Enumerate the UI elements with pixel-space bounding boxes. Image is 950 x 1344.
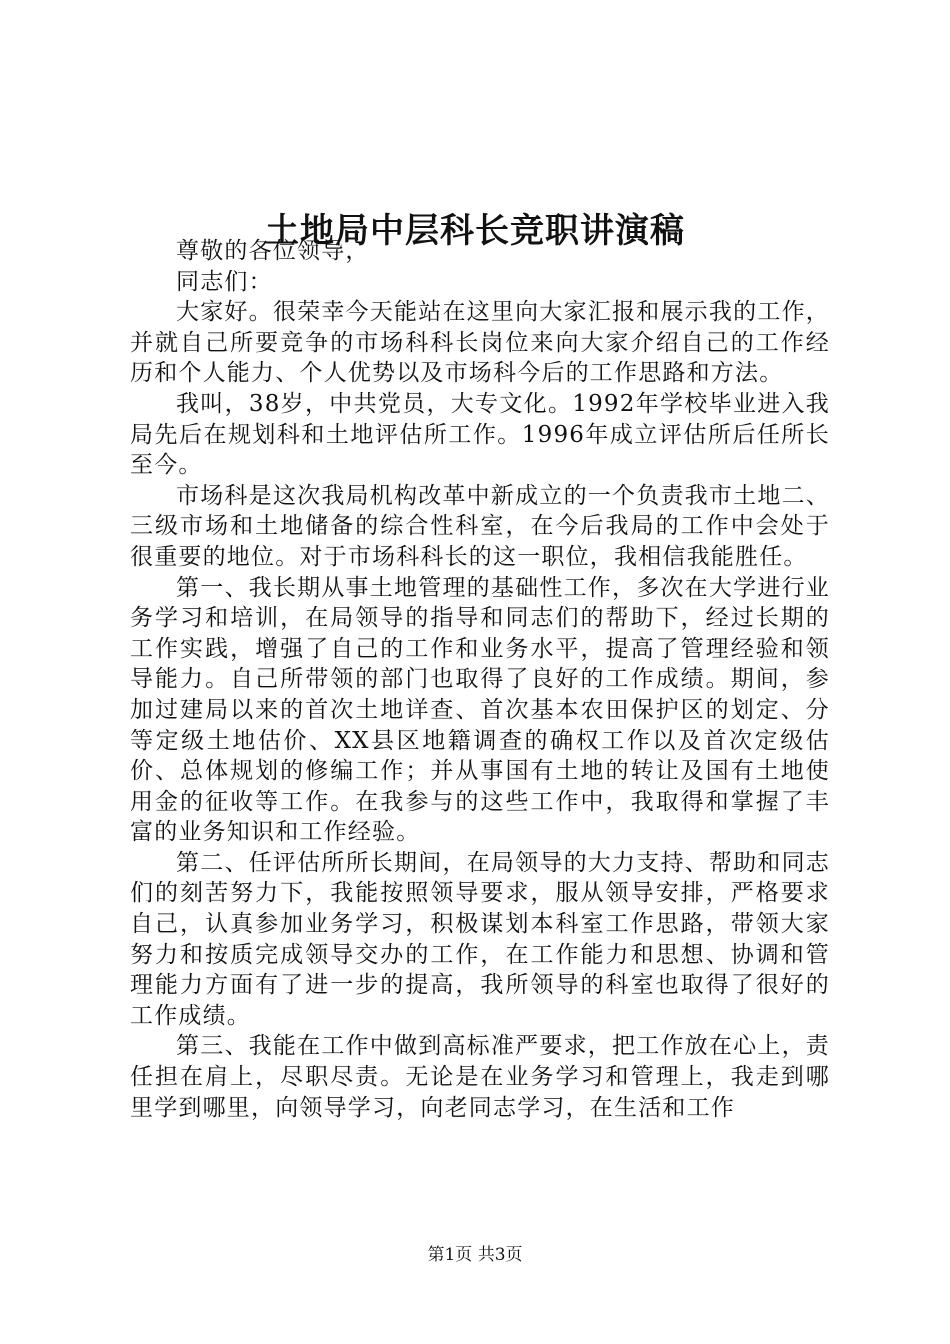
body-paragraph: 市场科是这次我局机构改革中新成立的一个负责我市土地二、三级市场和土地储备的综合性科室，在今后我局的工作中会处于很重要的地位。对于市场科科长的这一职位，我相信我能胜任。 (130, 482, 830, 570)
document-body (130, 236, 830, 1123)
salutation-line: 尊敬的各位领导， (176, 238, 370, 264)
body-paragraph: 大家好。很荣幸今天能站在这里向大家汇报和展示我的工作，并就自己所要竞争的市场科科长岗位来向大家介绍自己的工作经历和个人能力、个人优势以及市场科今后的工作思路和方法。 (130, 299, 830, 387)
salutation-line: 同志们： (176, 268, 273, 295)
document-title: 土地局中层科长竞职讲演稿 (265, 210, 685, 251)
body-paragraph: 第一、我长期从事土地管理的基础性工作，多次在大学进行业务学习和培训，在局领导的指导和同志们的帮助下，经过长期的工作实践，增强了自己的工作和业务水平，提高了管理经验和领导能力。自己所带领的部门也取得了良好的工作成绩。期间，参加过建局以来的首次土地详查、首次基本农田保护区的划定、分等定级土地估价、XX县区地籍调查的确权工作以及首次定级估价、总体规划的修编工作；并从事国有土地的转让及国有土地使用金的征收等工作。在我参与的这些工作中，我取得和掌握了丰富的业务知识和工作经验。 (130, 574, 830, 846)
body-paragraph: 我叫，38岁，中共党员，大专文化。1992年学校毕业进入我局先后在规划科和土地评估所工作。1996年成立评估所后任所长至今。 (130, 390, 830, 479)
body-paragraph: 第二、任评估所所长期间，在局领导的大力支持、帮助和同志们的刻苦努力下，我能按照领导要求，服从领导安排，严格要求自己，认真参加业务学习，积极谋划本科室工作思路，带领大家努力和按质完成领导交办的工作，在工作能力和思想、协调和管理能力方面有了进一步的提高，我所领导的科室也取得了很好的工作成绩。 (130, 849, 830, 1029)
page-number-footer: 第1页 共3页 (427, 1245, 523, 1265)
body-paragraph: 第三、我能在工作中做到高标准严要求，把工作放在心上，责任担在肩上，尽职尽责。无论是在业务学习和管理上，我走到哪里学到哪里，向领导学习，向老同志学习，在生活和工作 (130, 1033, 830, 1121)
